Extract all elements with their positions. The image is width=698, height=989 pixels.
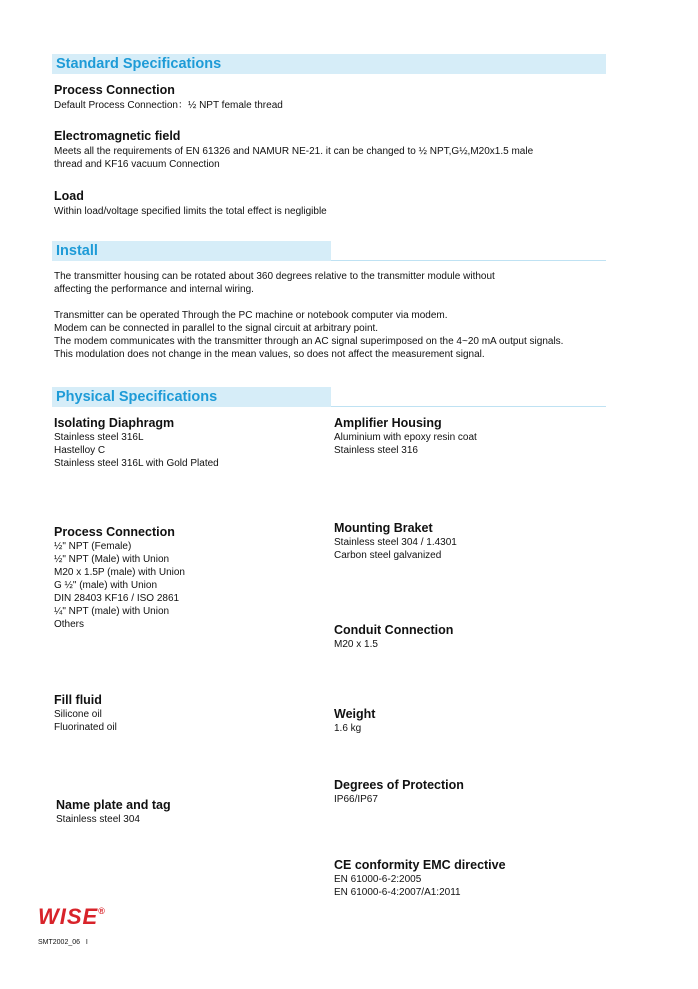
process-connection-item: ½" NPT (Female) bbox=[54, 541, 132, 552]
spec-process-connection bbox=[54, 525, 185, 631]
heading-mounting-braket: Mounting Braket bbox=[334, 521, 433, 535]
mounting-braket-item: Carbon steel galvanized bbox=[334, 550, 442, 561]
section-band-install bbox=[52, 241, 331, 261]
heading-weight: Weight bbox=[334, 707, 376, 721]
section-band-physical bbox=[52, 387, 331, 407]
mounting-braket-item: Stainless steel 304 / 1.4301 bbox=[334, 537, 457, 548]
spec-degrees-of-protection bbox=[334, 778, 464, 806]
ce-conformity-item: EN 61000-6-4:2007/A1:2011 bbox=[334, 887, 461, 898]
section-title-install: Install bbox=[56, 243, 98, 259]
install-p2-line1: Transmitter can be operated Through the PC machine or notebook computer via modem. bbox=[54, 310, 448, 321]
isolating-diaphragm-item: Hastelloy C bbox=[54, 445, 106, 456]
ce-conformity-item: EN 61000-6-2:2005 bbox=[334, 874, 422, 885]
wise-logo bbox=[38, 904, 106, 930]
section-title-physical: Physical Specifications bbox=[56, 389, 218, 405]
install-p2-line3: The modem communicates with the transmitter through an AC signal superimposed on the 4~20 mA output signals. bbox=[54, 336, 564, 347]
conduit-connection-item: M20 x 1.5 bbox=[334, 639, 378, 650]
heading-load: Load bbox=[54, 189, 84, 203]
text-electromagnetic-field-line2: thread and KF16 vacuum Connection bbox=[54, 159, 220, 170]
section-band-standard bbox=[52, 54, 606, 74]
isolating-diaphragm-item: Stainless steel 316L bbox=[54, 432, 144, 443]
heading-process-connection: Process Connection bbox=[54, 525, 175, 539]
document-code: SMT2002_06 bbox=[38, 939, 81, 946]
install-p1-line1: The transmitter housing can be rotated about 360 degrees relative to the transmitter module without bbox=[54, 271, 495, 282]
heading-name-plate: Name plate and tag bbox=[56, 798, 171, 812]
spec-conduit-connection bbox=[334, 623, 453, 651]
heading-isolating-diaphragm: Isolating Diaphragm bbox=[54, 416, 175, 430]
install-p2-line4: This modulation does not change in the mean values, so does not affect the measurement signal. bbox=[54, 349, 485, 360]
degrees-of-protection-item: IP66/IP67 bbox=[334, 794, 378, 805]
spec-weight bbox=[334, 707, 375, 735]
page-marker: I bbox=[85, 939, 88, 946]
heading-ce-conformity: CE conformity EMC directive bbox=[334, 858, 506, 872]
heading-process-connection-default: Process Connection bbox=[54, 83, 175, 97]
heading-electromagnetic-field: Electromagnetic field bbox=[54, 129, 181, 143]
weight-item: 1.6 kg bbox=[334, 723, 362, 734]
spec-name-plate bbox=[56, 798, 171, 826]
spec-mounting-braket bbox=[334, 521, 457, 562]
fill-fluid-item: Silicone oil bbox=[54, 709, 102, 720]
amplifier-housing-item: Aluminium with epoxy resin coat bbox=[334, 432, 477, 443]
registered-mark-icon: ® bbox=[98, 906, 106, 916]
name-plate-item: Stainless steel 304 bbox=[56, 814, 140, 825]
process-connection-item: Others bbox=[54, 619, 85, 630]
process-connection-item: ½" NPT (Male) with Union bbox=[54, 554, 170, 565]
section-divider-install bbox=[331, 260, 606, 261]
fill-fluid-item: Fluorinated oil bbox=[54, 722, 117, 733]
install-p2-line2: Modem can be connected in parallel to the signal circuit at arbitrary point. bbox=[54, 323, 379, 334]
document-number bbox=[38, 938, 88, 947]
process-connection-item: DIN 28403 KF16 / ISO 2861 bbox=[54, 593, 180, 604]
heading-conduit-connection: Conduit Connection bbox=[334, 623, 454, 637]
wise-logo-text: WISE bbox=[38, 904, 99, 929]
heading-fill-fluid: Fill fluid bbox=[54, 693, 102, 707]
text-process-connection-default: Default Process Connection：½ NPT female thread bbox=[54, 100, 283, 111]
install-p1-line2: affecting the performance and internal wiring. bbox=[54, 284, 254, 295]
heading-degrees-of-protection: Degrees of Protection bbox=[334, 778, 464, 792]
amplifier-housing-item: Stainless steel 316 bbox=[334, 445, 418, 456]
process-connection-item: ¼" NPT (male) with Union bbox=[54, 606, 170, 617]
section-title-standard: Standard Specifications bbox=[56, 56, 222, 72]
spec-isolating-diaphragm bbox=[54, 416, 219, 470]
process-connection-item: G ½" (male) with Union bbox=[54, 580, 158, 591]
heading-amplifier-housing: Amplifier Housing bbox=[334, 416, 442, 430]
text-electromagnetic-field-line1: Meets all the requirements of EN 61326 and NAMUR NE-21. it can be changed to ½ NPT,G½,M20x1.5 male bbox=[54, 146, 534, 157]
spec-fill-fluid bbox=[54, 693, 117, 734]
spec-amplifier-housing bbox=[334, 416, 477, 457]
isolating-diaphragm-item: Stainless steel 316L with Gold Plated bbox=[54, 458, 219, 469]
text-load: Within load/voltage specified limits the total effect is negligible bbox=[54, 206, 327, 217]
section-divider-physical bbox=[331, 406, 606, 407]
process-connection-item: M20 x 1.5P (male) with Union bbox=[54, 567, 185, 578]
spec-ce-conformity bbox=[334, 858, 506, 899]
